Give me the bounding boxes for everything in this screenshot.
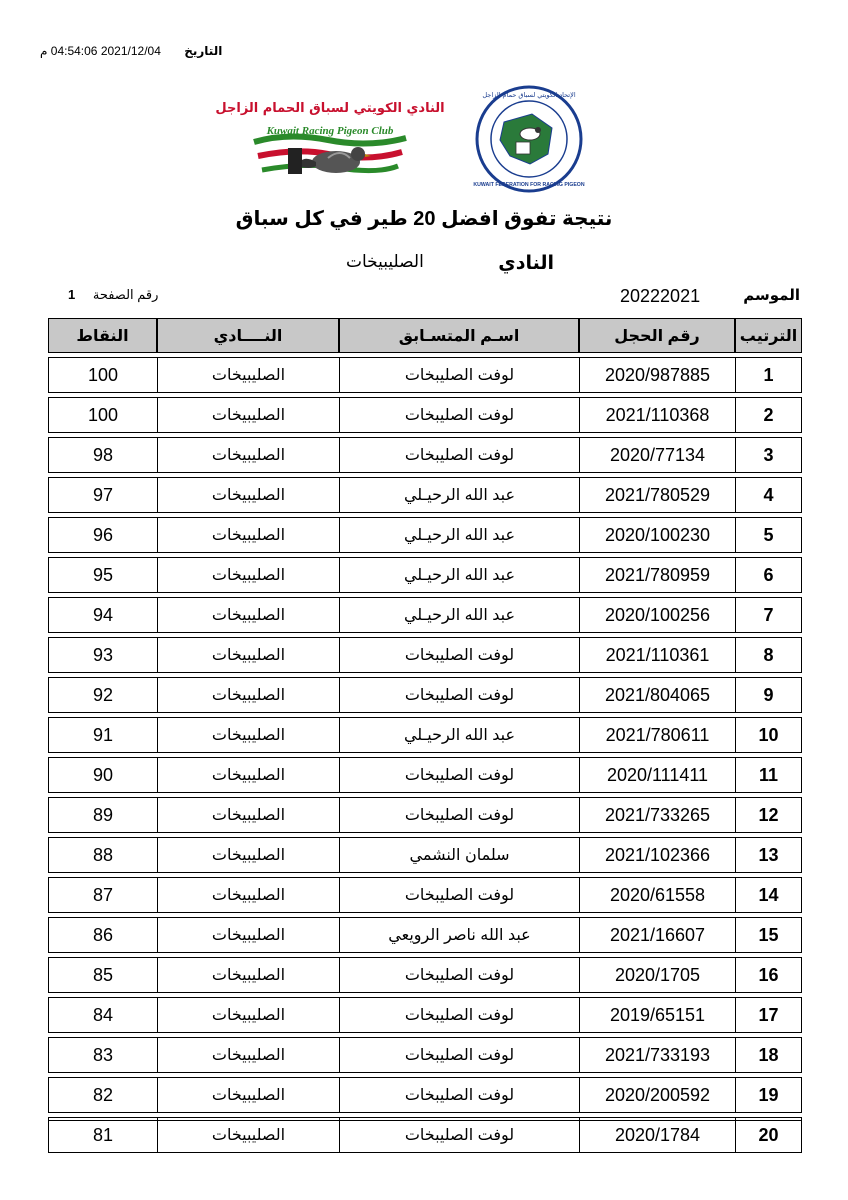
club-cell: الصليبيخات — [157, 637, 339, 673]
name-cell: لوفت الصليبخات — [339, 1077, 579, 1113]
page-number-label: رقم الصفحة — [92, 287, 159, 302]
club-cell: الصليبيخات — [157, 477, 339, 513]
ring-cell: 2021/733193 — [579, 1037, 735, 1073]
name-cell: عبد الله الرحيـلي — [339, 597, 579, 633]
club-cell: الصليبيخات — [157, 957, 339, 993]
table-row — [48, 597, 802, 633]
name-cell: لوفت الصليبخات — [339, 997, 579, 1033]
ring-cell: 2020/100230 — [579, 517, 735, 553]
name-cell: سلمان النشمي — [339, 837, 579, 873]
club-cell: الصليبيخات — [157, 437, 339, 473]
points-cell: 100 — [48, 397, 157, 433]
name-cell: لوفت الصليبخات — [339, 797, 579, 833]
name-cell: لوفت الصليبخات — [339, 1037, 579, 1073]
ring-cell: 2020/1784 — [579, 1117, 735, 1153]
club-cell: الصليبيخات — [157, 357, 339, 393]
points-cell: 82 — [48, 1077, 157, 1113]
points-cell: 98 — [48, 437, 157, 473]
col-ring-header: رقم الحجل — [579, 318, 735, 353]
rank-cell: 18 — [735, 1037, 802, 1073]
rank-cell: 17 — [735, 997, 802, 1033]
ring-cell: 2021/16607 — [579, 917, 735, 953]
rank-cell: 8 — [735, 637, 802, 673]
table-row — [48, 757, 802, 793]
table-row — [48, 1037, 802, 1073]
table-row — [48, 397, 802, 433]
points-cell: 92 — [48, 677, 157, 713]
rank-cell: 5 — [735, 517, 802, 553]
club-cell: الصليبيخات — [157, 397, 339, 433]
ring-cell: 2019/65151 — [579, 997, 735, 1033]
table-row — [48, 997, 802, 1033]
table-row — [48, 517, 802, 553]
points-cell: 97 — [48, 477, 157, 513]
points-cell: 93 — [48, 637, 157, 673]
name-cell: عبد الله الرحيـلي — [339, 477, 579, 513]
table-row — [48, 357, 802, 393]
club-cell: الصليبيخات — [157, 1037, 339, 1073]
club-row — [0, 252, 848, 282]
season-value: 20222021 — [620, 286, 701, 306]
rank-cell: 14 — [735, 877, 802, 913]
table-row — [48, 717, 802, 753]
rank-cell: 12 — [735, 797, 802, 833]
club-logo — [215, 82, 445, 192]
federation-logo — [470, 84, 588, 194]
points-cell: 86 — [48, 917, 157, 953]
rank-cell: 15 — [735, 917, 802, 953]
name-cell: لوفت الصليبخات — [339, 877, 579, 913]
points-cell: 90 — [48, 757, 157, 793]
page-number-value: 1 — [68, 287, 76, 302]
points-cell: 87 — [48, 877, 157, 913]
points-cell: 83 — [48, 1037, 157, 1073]
ring-cell: 2021/780959 — [579, 557, 735, 593]
table-row — [48, 477, 802, 513]
name-cell: لوفت الصليبخات — [339, 677, 579, 713]
club-cell: الصليبيخات — [157, 917, 339, 953]
ring-cell: 2021/733265 — [579, 797, 735, 833]
rank-cell: 11 — [735, 757, 802, 793]
club-cell: الصليبيخات — [157, 797, 339, 833]
club-cell: الصليبيخات — [157, 557, 339, 593]
federation-logo-text-ar: الإتحاد الكويتي لسباق حمام الزاجل — [482, 91, 576, 99]
name-cell: لوفت الصليبخات — [339, 757, 579, 793]
ring-cell: 2021/780611 — [579, 717, 735, 753]
col-rank-header: الترتيب — [735, 318, 802, 353]
report-date — [40, 44, 222, 58]
ring-cell: 2020/111411 — [579, 757, 735, 793]
col-name-header: اسـم المتسـابق — [339, 318, 579, 353]
rank-cell: 13 — [735, 837, 802, 873]
date-label: التاريخ — [184, 44, 223, 58]
name-cell: عبد الله الرحيـلي — [339, 717, 579, 753]
bottom-rule — [48, 1120, 802, 1121]
club-cell: الصليبيخات — [157, 677, 339, 713]
points-cell: 88 — [48, 837, 157, 873]
table-row — [48, 637, 802, 673]
name-cell: عبد الله الرحيـلي — [339, 557, 579, 593]
name-cell: لوفت الصليبخات — [339, 1117, 579, 1153]
club-cell: الصليبيخات — [157, 597, 339, 633]
federation-logo-text-en: KUWAIT FEDERATION FOR RACING PIGEON — [473, 182, 585, 188]
club-cell: الصليبيخات — [157, 1077, 339, 1113]
club-cell: الصليبيخات — [157, 837, 339, 873]
club-cell: الصليبيخات — [157, 757, 339, 793]
name-cell: عبد الله الرحيـلي — [339, 517, 579, 553]
table-row — [48, 1077, 802, 1113]
rank-cell: 20 — [735, 1117, 802, 1153]
ring-cell: 2020/77134 — [579, 437, 735, 473]
table-row — [48, 437, 802, 473]
rank-cell: 6 — [735, 557, 802, 593]
points-cell: 96 — [48, 517, 157, 553]
rank-cell: 10 — [735, 717, 802, 753]
rank-cell: 4 — [735, 477, 802, 513]
name-cell: لوفت الصليبخات — [339, 957, 579, 993]
club-cell: الصليبيخات — [157, 997, 339, 1033]
name-cell: لوفت الصليبخات — [339, 637, 579, 673]
ring-cell: 2021/804065 — [579, 677, 735, 713]
club-logo-text-en: Kuwait Racing Pigeon Club — [266, 125, 394, 137]
ring-cell: 2020/61558 — [579, 877, 735, 913]
points-cell: 81 — [48, 1117, 157, 1153]
ring-cell: 2021/110361 — [579, 637, 735, 673]
points-cell: 91 — [48, 717, 157, 753]
club-cell: الصليبيخات — [157, 1117, 339, 1153]
rank-cell: 2 — [735, 397, 802, 433]
club-logo-text-ar: النادي الكويتي لسباق الحمام الزاجل — [215, 101, 445, 116]
rank-cell: 19 — [735, 1077, 802, 1113]
rank-cell: 1 — [735, 357, 802, 393]
points-cell: 94 — [48, 597, 157, 633]
ring-cell: 2020/987885 — [579, 357, 735, 393]
ring-cell: 2020/200592 — [579, 1077, 735, 1113]
name-cell: لوفت الصليبخات — [339, 437, 579, 473]
points-cell: 85 — [48, 957, 157, 993]
table-row — [48, 877, 802, 913]
rank-cell: 7 — [735, 597, 802, 633]
ring-cell: 2021/102366 — [579, 837, 735, 873]
rank-cell: 9 — [735, 677, 802, 713]
table-row — [48, 557, 802, 593]
points-cell: 100 — [48, 357, 157, 393]
club-label: النادي — [498, 253, 554, 274]
col-points-header: النقاط — [48, 318, 157, 353]
table-row — [48, 837, 802, 873]
rank-cell: 3 — [735, 437, 802, 473]
table-row — [48, 957, 802, 993]
ring-cell: 2020/1705 — [579, 957, 735, 993]
club-cell: الصليبيخات — [157, 517, 339, 553]
page-number — [68, 287, 158, 303]
report-title: نتيجة تفوق افضل 20 طير في كل سباق — [235, 208, 613, 230]
table-header-row — [48, 318, 802, 353]
table-row — [48, 917, 802, 953]
table-row — [48, 1117, 802, 1153]
table-row — [48, 677, 802, 713]
rank-cell: 16 — [735, 957, 802, 993]
date-value: 2021/12/04 04:54:06 م — [40, 44, 161, 58]
table-row — [48, 797, 802, 833]
club-value: الصليبيخات — [346, 252, 424, 271]
name-cell: لوفت الصليبخات — [339, 397, 579, 433]
results-table — [48, 314, 802, 1157]
points-cell: 84 — [48, 997, 157, 1033]
name-cell: عبد الله ناصر الرويعي — [339, 917, 579, 953]
points-cell: 95 — [48, 557, 157, 593]
season-label: الموسم — [743, 287, 800, 304]
ring-cell: 2021/110368 — [579, 397, 735, 433]
points-cell: 89 — [48, 797, 157, 833]
club-cell: الصليبيخات — [157, 877, 339, 913]
name-cell: لوفت الصليبخات — [339, 357, 579, 393]
col-club-header: النــــادي — [157, 318, 339, 353]
club-cell: الصليبيخات — [157, 717, 339, 753]
ring-cell: 2021/780529 — [579, 477, 735, 513]
ring-cell: 2020/100256 — [579, 597, 735, 633]
